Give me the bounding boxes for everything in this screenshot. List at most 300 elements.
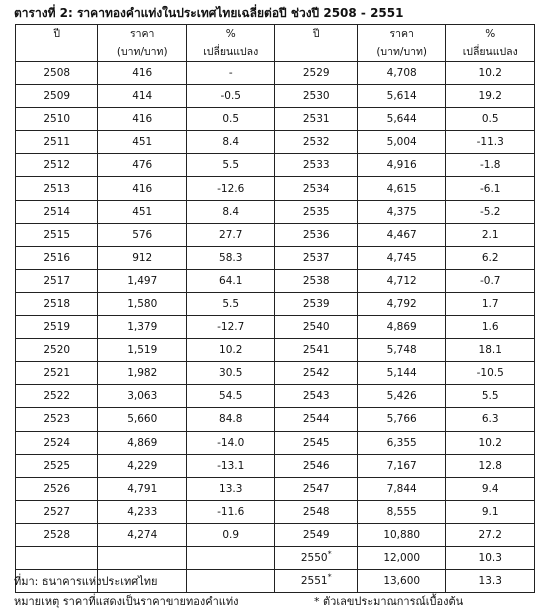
cell-change-value: 5.5 <box>222 297 240 310</box>
cell-change <box>186 62 275 85</box>
cell-year <box>16 85 98 108</box>
header-price-label: ราคา <box>129 28 155 40</box>
cell-change <box>446 246 535 269</box>
cell-year-value: 2549 <box>302 528 330 541</box>
cell-year <box>275 246 357 269</box>
cell-year <box>275 292 357 315</box>
cell-change-value: -11.3 <box>476 136 504 149</box>
cell-change <box>446 408 535 431</box>
cell-change <box>186 454 275 477</box>
header-pct-symbol: % <box>225 28 236 40</box>
cell-change-value: 18.1 <box>478 344 502 357</box>
header-pct-label: เปลี่ยนแปลง <box>203 46 259 58</box>
cell-year <box>275 85 357 108</box>
cell-year-value: 2517 <box>43 274 71 287</box>
cell-price <box>357 131 446 154</box>
cell-year-value: 2544 <box>302 413 330 426</box>
cell-change-value: 27.7 <box>219 228 243 241</box>
cell-change-value: 12.8 <box>478 459 502 472</box>
cell-change-value: 10.2 <box>219 344 243 357</box>
cell-year-value: 2508 <box>43 67 71 80</box>
cell-price-value: 4,615 <box>386 182 417 195</box>
cell-price-value: 451 <box>132 205 153 218</box>
cell-change-value: 0.5 <box>481 113 499 126</box>
table-row <box>16 362 535 385</box>
cell-price <box>357 269 446 292</box>
cell-price <box>357 477 446 500</box>
cell-price <box>357 339 446 362</box>
cell-year-value: 2535 <box>302 205 330 218</box>
cell-price <box>98 108 187 131</box>
cell-price-value: 8,555 <box>386 505 417 518</box>
cell-year-value: 2522 <box>43 390 71 403</box>
cell-year <box>16 362 98 385</box>
cell-change-value: 8.4 <box>222 205 240 218</box>
cell-price-value: 4,916 <box>386 159 417 172</box>
table-row <box>16 431 535 454</box>
cell-price-value: 576 <box>132 228 153 241</box>
cell-year <box>275 477 357 500</box>
cell-price-value: 1,379 <box>127 321 158 334</box>
cell-year <box>16 200 98 223</box>
table-row <box>16 85 535 108</box>
cell-change-value: 13.3 <box>478 575 502 588</box>
cell-price <box>98 500 187 523</box>
cell-year-value: 2512 <box>43 159 71 172</box>
cell-year <box>275 108 357 131</box>
header-pct-symbol-2: % <box>485 28 496 40</box>
cell-year-value: 2519 <box>43 321 71 334</box>
cell-change-value: -0.7 <box>479 274 501 287</box>
table-row <box>16 246 535 269</box>
table-title: ตารางที่ 2: ราคาทองคำแท่งในประเทศไทยเฉลี่ยต่อปี ช่วงปี 2508 - 2551 <box>14 6 404 20</box>
cell-change <box>446 269 535 292</box>
cell-price <box>357 223 446 246</box>
cell-price <box>98 408 187 431</box>
cell-year-value: 2547 <box>302 482 330 495</box>
cell-change <box>186 177 275 200</box>
cell-year <box>16 454 98 477</box>
cell-year <box>16 523 98 546</box>
cell-change <box>446 131 535 154</box>
cell-change-value: -12.7 <box>217 321 245 334</box>
cell-year-value: 2515 <box>43 228 71 241</box>
cell-price-value: 4,375 <box>386 205 417 218</box>
cell-change <box>446 223 535 246</box>
table-row <box>16 131 535 154</box>
cell-price <box>98 385 187 408</box>
cell-year <box>16 223 98 246</box>
header-year-label: ปี <box>53 28 61 40</box>
header-year-label-2: ปี <box>312 28 320 40</box>
header-price-2 <box>357 25 446 62</box>
cell-change-value: 64.1 <box>219 274 243 287</box>
cell-year-value: 2518 <box>43 297 71 310</box>
cell-change-value: -10.5 <box>476 367 504 380</box>
cell-price <box>98 154 187 177</box>
cell-change <box>186 246 275 269</box>
cell-year <box>275 177 357 200</box>
cell-year <box>16 316 98 339</box>
cell-price <box>98 131 187 154</box>
cell-year <box>16 292 98 315</box>
remark-text: หมายเหตุ ราคาที่แสดงเป็นราคาขายทองคำแท่ง <box>14 595 239 608</box>
cell-year <box>16 108 98 131</box>
cell-price-value: 4,712 <box>386 274 417 287</box>
cell-change-value: -13.1 <box>217 459 245 472</box>
cell-change <box>186 223 275 246</box>
cell-year-value: 2528 <box>43 528 71 541</box>
cell-change-value: 84.8 <box>219 413 243 426</box>
cell-price-value: 10,880 <box>383 528 421 541</box>
gold-price-table <box>15 24 535 593</box>
cell-year-value: 2520 <box>43 344 71 357</box>
cell-price-value: 4,708 <box>386 67 417 80</box>
table-row <box>16 454 535 477</box>
cell-year <box>275 570 357 593</box>
cell-price <box>98 223 187 246</box>
cell-price <box>98 431 187 454</box>
cell-year-value: 2551 <box>300 575 328 588</box>
cell-change <box>446 85 535 108</box>
cell-price-value: 4,792 <box>386 297 417 310</box>
header-price-unit: (บาท/บาท) <box>116 46 168 58</box>
cell-price-value: 3,063 <box>127 390 158 403</box>
header-price-unit-2: (บาท/บาท) <box>376 46 428 58</box>
cell-year <box>16 385 98 408</box>
table-row <box>16 292 535 315</box>
cell-change <box>186 108 275 131</box>
cell-price <box>357 154 446 177</box>
cell-year-value: 2531 <box>302 113 330 126</box>
cell-price-value: 5,144 <box>386 367 417 380</box>
cell-year <box>275 316 357 339</box>
cell-change <box>186 200 275 223</box>
cell-price <box>357 408 446 431</box>
cell-price-value: 5,748 <box>386 344 417 357</box>
cell-change <box>446 431 535 454</box>
header-row <box>16 25 535 62</box>
estimate-marker: * <box>327 572 332 582</box>
table-row <box>16 500 535 523</box>
cell-price <box>357 85 446 108</box>
cell-change-value: -0.5 <box>220 90 241 103</box>
cell-price-value: 5,614 <box>386 90 417 103</box>
cell-price-value: 7,167 <box>386 459 417 472</box>
header-year-2 <box>275 25 357 62</box>
cell-price <box>357 200 446 223</box>
table-row <box>16 385 535 408</box>
remark-line <box>14 594 464 610</box>
table-row <box>16 223 535 246</box>
cell-price-value: 912 <box>132 251 153 264</box>
table-row <box>16 177 535 200</box>
cell-change <box>446 546 535 569</box>
cell-price-value: 1,497 <box>127 274 158 287</box>
cell-year-value: 2510 <box>43 113 71 126</box>
cell-year <box>275 500 357 523</box>
cell-price-value: 4,791 <box>127 482 158 495</box>
cell-change <box>446 154 535 177</box>
cell-price <box>98 292 187 315</box>
cell-price-value: 6,355 <box>386 436 417 449</box>
cell-price-value: 5,644 <box>386 113 417 126</box>
cell-year <box>16 546 98 569</box>
cell-change <box>446 570 535 593</box>
cell-change <box>186 292 275 315</box>
cell-change <box>446 385 535 408</box>
cell-change-value: -11.6 <box>217 505 245 518</box>
cell-price-value: 1,580 <box>127 297 158 310</box>
cell-price-value: 4,229 <box>127 459 158 472</box>
cell-change-value: 1.7 <box>481 297 499 310</box>
header-pct-2 <box>446 25 535 62</box>
cell-change-value: 2.1 <box>481 228 499 241</box>
cell-change <box>186 477 275 500</box>
cell-price-value: 5,426 <box>386 390 417 403</box>
cell-year-value: 2545 <box>302 436 330 449</box>
cell-price-value: 1,982 <box>127 367 158 380</box>
cell-year-value: 2511 <box>43 136 71 149</box>
cell-change <box>186 339 275 362</box>
cell-year-value: 2546 <box>302 459 330 472</box>
cell-change <box>446 500 535 523</box>
cell-year <box>275 154 357 177</box>
cell-change-value: 58.3 <box>219 251 243 264</box>
cell-change <box>186 131 275 154</box>
cell-change-value: -12.6 <box>217 182 245 195</box>
cell-change-value: -1.8 <box>479 159 501 172</box>
cell-change-value: 0.9 <box>222 528 240 541</box>
cell-year-value: 2529 <box>302 67 330 80</box>
cell-price-value: 451 <box>132 136 153 149</box>
cell-change <box>186 269 275 292</box>
cell-change <box>446 177 535 200</box>
cell-year-value: 2536 <box>302 228 330 241</box>
cell-change <box>446 200 535 223</box>
cell-year <box>275 223 357 246</box>
table-row <box>16 523 535 546</box>
estimate-marker: * <box>327 549 332 559</box>
cell-year <box>275 131 357 154</box>
cell-price <box>98 200 187 223</box>
cell-price-value: 12,000 <box>383 552 421 565</box>
cell-change <box>446 62 535 85</box>
cell-change <box>186 316 275 339</box>
cell-change-value: 5.5 <box>222 159 240 172</box>
cell-year <box>275 362 357 385</box>
cell-year-value: 2516 <box>43 251 71 264</box>
cell-change-value: - <box>228 67 233 80</box>
cell-change-value: 6.2 <box>481 251 499 264</box>
table-row <box>16 477 535 500</box>
cell-year <box>16 246 98 269</box>
cell-price-value: 416 <box>132 67 153 80</box>
header-price-label-2: ราคา <box>389 28 414 40</box>
table-row <box>16 62 535 85</box>
cell-price <box>357 570 446 593</box>
cell-year <box>275 523 357 546</box>
cell-price-value: 476 <box>132 159 153 172</box>
table-row <box>16 108 535 131</box>
cell-year <box>16 408 98 431</box>
cell-year <box>275 200 357 223</box>
cell-year <box>16 154 98 177</box>
cell-change-value: 8.4 <box>222 136 240 149</box>
cell-year <box>16 477 98 500</box>
cell-change <box>186 431 275 454</box>
cell-price <box>357 108 446 131</box>
table-row <box>16 408 535 431</box>
cell-price-value: 4,869 <box>127 436 158 449</box>
cell-year-value: 2541 <box>302 344 330 357</box>
cell-change <box>186 385 275 408</box>
cell-year <box>16 339 98 362</box>
cell-change <box>446 454 535 477</box>
cell-price <box>98 477 187 500</box>
cell-change <box>186 85 275 108</box>
cell-price-value: 13,600 <box>383 575 421 588</box>
cell-change-value: 10.2 <box>478 67 502 80</box>
cell-change <box>186 546 275 569</box>
cell-change-value: -6.1 <box>479 182 501 195</box>
cell-price-value: 5,766 <box>386 413 417 426</box>
table-row <box>16 154 535 177</box>
cell-change-value: 19.2 <box>478 90 502 103</box>
cell-change <box>446 523 535 546</box>
cell-price-value: 4,745 <box>386 251 417 264</box>
cell-year <box>16 269 98 292</box>
cell-price <box>357 523 446 546</box>
cell-price <box>98 454 187 477</box>
cell-year-value: 2539 <box>302 297 330 310</box>
cell-year <box>16 131 98 154</box>
cell-year <box>16 62 98 85</box>
cell-change <box>446 477 535 500</box>
cell-year <box>16 500 98 523</box>
header-pct-label-2: เปลี่ยนแปลง <box>462 46 518 58</box>
table-row <box>16 269 535 292</box>
cell-year-value: 2525 <box>43 459 71 472</box>
cell-price-value: 414 <box>132 90 153 103</box>
cell-price <box>357 177 446 200</box>
header-price <box>98 25 187 62</box>
cell-price <box>357 362 446 385</box>
cell-price <box>98 85 187 108</box>
cell-price-value: 5,660 <box>127 413 158 426</box>
cell-change-value: 30.5 <box>219 367 243 380</box>
cell-year-value: 2540 <box>302 321 330 334</box>
cell-year-value: 2548 <box>302 505 330 518</box>
cell-price-value: 4,869 <box>386 321 417 334</box>
cell-change-value: 10.2 <box>478 436 502 449</box>
cell-change <box>186 500 275 523</box>
estimate-note: * ตัวเลขประมาณการณ์เบื้องต้น <box>314 595 464 608</box>
cell-price <box>98 62 187 85</box>
cell-change <box>186 523 275 546</box>
cell-year <box>275 408 357 431</box>
cell-year-value: 2538 <box>302 274 330 287</box>
cell-change <box>446 108 535 131</box>
cell-price <box>357 292 446 315</box>
cell-price-value: 4,274 <box>127 528 158 541</box>
cell-change-value: 1.6 <box>481 321 499 334</box>
cell-year <box>275 546 357 569</box>
cell-year-value: 2530 <box>302 90 330 103</box>
cell-change <box>186 570 275 593</box>
cell-change-value: -5.2 <box>479 205 501 218</box>
cell-price-value: 1,519 <box>127 344 158 357</box>
cell-change <box>186 362 275 385</box>
cell-year-value: 2550 <box>300 552 328 565</box>
cell-change-value: 27.2 <box>478 528 502 541</box>
table-row <box>16 200 535 223</box>
cell-change <box>446 362 535 385</box>
cell-year <box>16 431 98 454</box>
cell-year-value: 2526 <box>43 482 71 495</box>
cell-year-value: 2533 <box>302 159 330 172</box>
source-note: ที่มา: ธนาคารแห่งประเทศไทย <box>14 575 158 588</box>
cell-year-value: 2532 <box>302 136 330 149</box>
cell-price <box>357 385 446 408</box>
cell-change-value: 6.3 <box>481 413 499 426</box>
cell-price <box>98 362 187 385</box>
cell-price <box>98 246 187 269</box>
cell-year-value: 2521 <box>43 367 71 380</box>
cell-year-value: 2513 <box>43 182 71 195</box>
table-row <box>16 546 535 569</box>
cell-change-value: 54.5 <box>219 390 243 403</box>
cell-change-value: 9.4 <box>481 482 499 495</box>
cell-price <box>357 500 446 523</box>
cell-change-value: 5.5 <box>481 390 499 403</box>
cell-change <box>446 316 535 339</box>
cell-price-value: 4,233 <box>127 505 158 518</box>
cell-year <box>275 454 357 477</box>
cell-change <box>186 154 275 177</box>
cell-change-value: -14.0 <box>217 436 245 449</box>
cell-change-value: 9.1 <box>481 505 499 518</box>
cell-price <box>357 431 446 454</box>
cell-change-value: 10.3 <box>478 552 502 565</box>
cell-price <box>98 523 187 546</box>
cell-price <box>357 246 446 269</box>
cell-price <box>357 546 446 569</box>
cell-price <box>357 62 446 85</box>
cell-year-value: 2542 <box>302 367 330 380</box>
cell-change-value: 13.3 <box>219 482 243 495</box>
cell-year-value: 2523 <box>43 413 71 426</box>
cell-change <box>446 292 535 315</box>
cell-price <box>357 454 446 477</box>
cell-price <box>98 546 187 569</box>
cell-price-value: 416 <box>132 182 153 195</box>
cell-price-value: 7,844 <box>386 482 417 495</box>
cell-price <box>98 177 187 200</box>
cell-price-value: 416 <box>132 113 153 126</box>
cell-change <box>446 339 535 362</box>
header-pct <box>186 25 275 62</box>
table-row <box>16 316 535 339</box>
cell-price <box>98 269 187 292</box>
cell-change <box>186 408 275 431</box>
cell-year-value: 2524 <box>43 436 71 449</box>
cell-price <box>98 316 187 339</box>
cell-year <box>16 177 98 200</box>
cell-year-value: 2509 <box>43 90 71 103</box>
cell-year-value: 2514 <box>43 205 71 218</box>
cell-price <box>357 316 446 339</box>
